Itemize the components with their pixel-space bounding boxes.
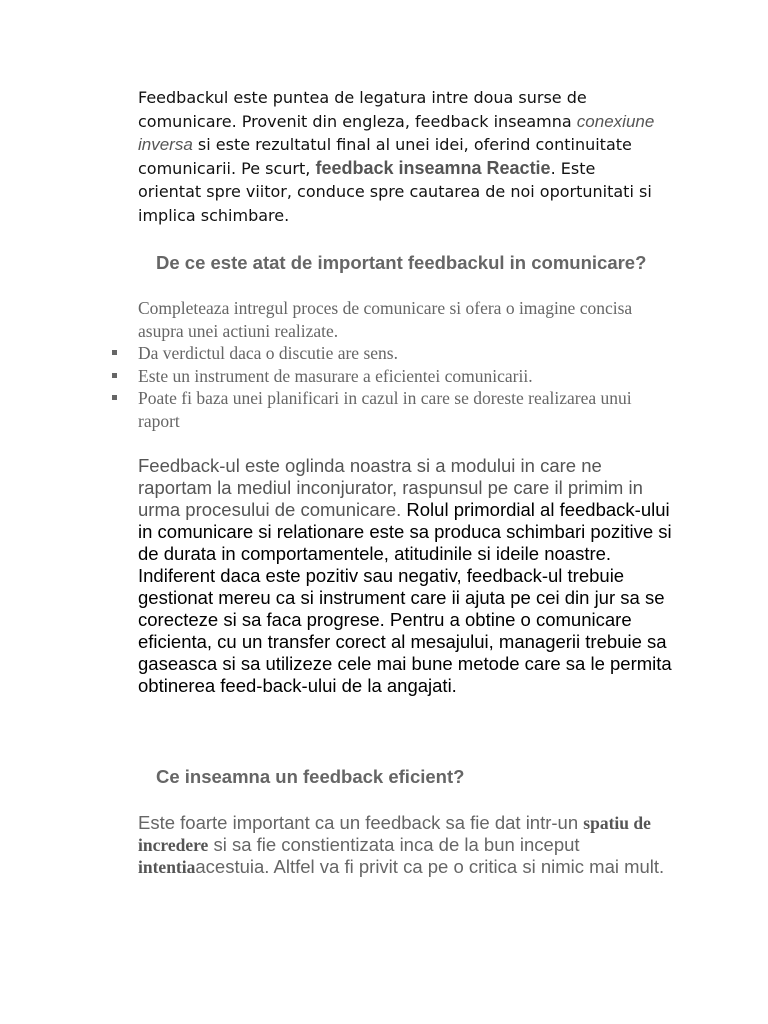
intro-text-3: . Este orientat spre viitor, conduce spre cautarea de noi oportunitati si implica schimbare.: [138, 158, 652, 225]
list-item-text: Poate fi baza unei planificari in cazul in care se doreste realizarea unui raport: [138, 388, 632, 431]
intro-text-2: si este rezultatul final al unei idei, oferind continuitate comunicarii. Pe scurt,: [138, 135, 632, 178]
closing-text-3: acestuia. Altfel va fi privit ca pe o critica si nimic mai mult.: [195, 856, 665, 877]
term-feedback-reactie: feedback inseamna Reactie: [315, 157, 551, 178]
closing-text-2: si sa fie constientizata inca de la bun inceput: [208, 834, 580, 855]
bullet-square-icon: [112, 373, 117, 378]
mirror-paragraph: [138, 455, 678, 697]
term-spatiu-de-incredere: spatiu de incredere: [138, 813, 651, 855]
section-heading-efficient: Ce inseamna un feedback eficient?: [156, 766, 465, 787]
term-conexiune-inversa: conexiune inversa: [138, 111, 655, 154]
list-item-text: Da verdictul daca o discutie are sens.: [138, 343, 398, 363]
list-item-text: Este un instrument de masurare a eficientei comunicarii.: [138, 365, 533, 386]
section1-lead: Completeaza intregul proces de comunicare si ofera o imagine concisa asupra unei actiuni realizate.: [138, 298, 633, 341]
list-item: [112, 365, 672, 388]
bullet-square-icon: [112, 395, 117, 400]
intro-paragraph: [138, 86, 658, 227]
mirror-text-2: Rolul primordial al feedback-ului in comunicare si relationare este sa produca schimbari pozitive si de durata in comportamentele, atitudinile si ideile noastre. Indiferent daca este pozitiv sau negativ, feedback-ul trebuie gestionat mereu ca si instrument care ii ajuta pe cei din jur sa se corecteze si sa faca progrese. Pentru a obtine o comunicare eficienta, cu un transfer corect al mesajului, managerii trebuie sa gaseasca si sa utilizeze cele mai bune metode care sa le permita obtinerea feed-back-ului de la angajati.: [138, 499, 672, 696]
bullet-square-icon: [112, 350, 117, 355]
list-item: [112, 387, 672, 432]
mirror-text-1: Feedback-ul este oglinda noastra si a modului in care ne raportam la mediul inconjurator, raspunsul pe care il primim in urma procesului de comunicare.: [138, 455, 643, 520]
intro-text-1: Feedbackul este puntea de legatura intre doua surse de comunicare. Provenit din engleza, feedback inseamna: [138, 88, 587, 131]
section-heading-importance: De ce este atat de important feedbackul in comunicare?: [156, 252, 647, 273]
list-item: [112, 342, 672, 365]
term-intentia: intentia: [138, 857, 196, 877]
closing-text-1: Este foarte important ca un feedback sa fie dat intr-un: [138, 812, 584, 833]
bullet-list: [112, 342, 672, 432]
closing-paragraph: [138, 812, 698, 878]
